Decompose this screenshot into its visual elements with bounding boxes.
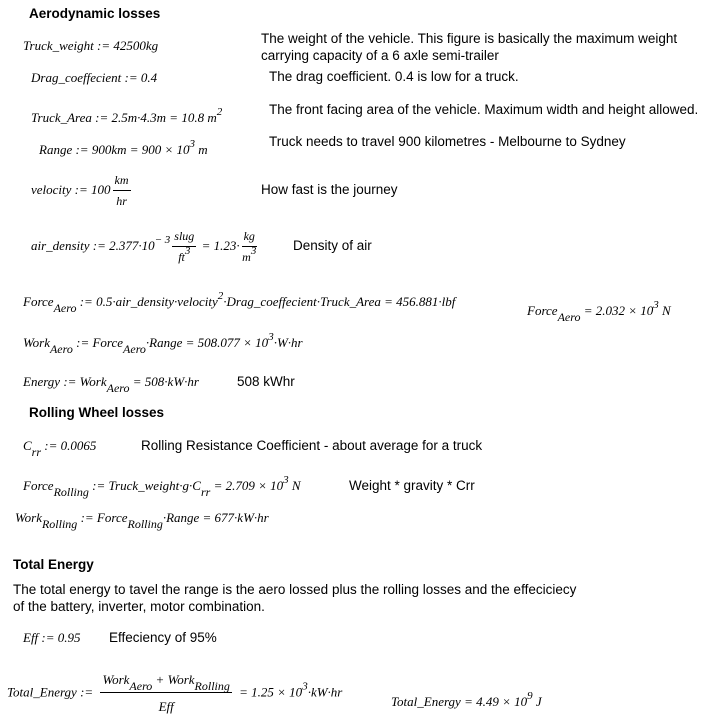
total-energy-equation[interactable] bbox=[7, 672, 342, 715]
den-base: m bbox=[242, 250, 251, 264]
exponent: 9 bbox=[527, 690, 533, 702]
expr: 0.5·air_density·velocity bbox=[96, 294, 218, 309]
assign-op: := bbox=[44, 438, 58, 453]
subscript: Aero bbox=[129, 679, 153, 693]
exponent: 3 bbox=[283, 474, 289, 486]
rhs-name: Force bbox=[92, 335, 124, 350]
drag-coefficient-equation[interactable] bbox=[31, 70, 157, 86]
force-aero-result[interactable] bbox=[527, 299, 671, 324]
value: = 4.49 × 10 bbox=[464, 694, 528, 709]
force-aero-equation[interactable] bbox=[23, 290, 456, 315]
var-name: Total_Energy bbox=[7, 684, 77, 700]
value: 0.95 bbox=[57, 630, 81, 645]
unit: N bbox=[658, 303, 671, 318]
unit-fraction-1 bbox=[172, 229, 196, 265]
work-rolling-equation[interactable] bbox=[15, 510, 269, 531]
numerator bbox=[100, 672, 231, 693]
truck-area-equation[interactable] bbox=[31, 106, 223, 126]
var-name: Energy bbox=[23, 374, 61, 389]
denominator: Eff bbox=[158, 699, 174, 714]
var-name: Truck_Area bbox=[31, 110, 92, 125]
section-title-rolling: Rolling Wheel losses bbox=[29, 405, 165, 420]
drag-note: The drag coefficient. 0.4 is low for a truck. bbox=[269, 69, 519, 84]
unit: ·kW·hr bbox=[307, 684, 343, 700]
exponent: 3 bbox=[268, 331, 274, 343]
assign-op: := bbox=[92, 478, 106, 493]
den-exponent: 3 bbox=[184, 245, 191, 257]
assign-op: := bbox=[92, 237, 106, 253]
subscript: rr bbox=[31, 445, 42, 459]
subscript: Rolling bbox=[41, 517, 78, 531]
value: 0.0065 bbox=[60, 438, 97, 453]
air-density-equation[interactable] bbox=[31, 229, 259, 265]
expr: ·Drag_coeffecient·Truck_Area = 456.881·lbf bbox=[223, 294, 456, 309]
var-name: Work bbox=[15, 510, 42, 525]
expr: ·Range = 677·kW·hr bbox=[162, 510, 269, 525]
var-name: Total_Energy bbox=[391, 694, 461, 709]
energy-equation[interactable] bbox=[23, 374, 199, 395]
var-name: Range bbox=[39, 142, 73, 157]
expr: = 2.709 × 10 bbox=[210, 478, 284, 493]
var-name: Force bbox=[23, 294, 54, 309]
desc-line: The total energy to tavel the range is the aero lossed plus the rolling losses and the effeciciecy bbox=[13, 582, 577, 597]
air-density-note: Density of air bbox=[293, 238, 372, 253]
exponent: 3 bbox=[189, 138, 196, 150]
rhs-name: Force bbox=[96, 510, 128, 525]
value: = 508·kW·hr bbox=[132, 374, 199, 389]
assign-op: := bbox=[80, 510, 94, 525]
unit-fraction bbox=[113, 173, 131, 209]
assign-op: := bbox=[79, 294, 93, 309]
unit: m bbox=[195, 142, 208, 157]
unit: N bbox=[288, 478, 301, 493]
expr: ·Range = 508.077 × 10 bbox=[145, 335, 269, 350]
var-name: Force bbox=[23, 478, 54, 493]
eff-equation[interactable] bbox=[23, 630, 81, 646]
desc-line: of the battery, inverter, motor combination. bbox=[13, 599, 265, 614]
exponent: 3 bbox=[653, 299, 659, 311]
assign-op: := bbox=[74, 181, 88, 197]
var-name: Drag_coeffecient bbox=[31, 70, 122, 85]
var-name: Force bbox=[527, 303, 558, 318]
fraction bbox=[100, 672, 231, 715]
unit-fraction-2 bbox=[242, 229, 257, 265]
assign-op: := bbox=[80, 684, 94, 700]
denominator bbox=[172, 247, 196, 265]
assign-op: := bbox=[97, 38, 111, 53]
value: = 1.25 × 10 bbox=[239, 684, 303, 700]
subscript: Aero bbox=[123, 342, 146, 356]
num-a: Work bbox=[102, 672, 130, 687]
truck-area-note: The front facing area of the vehicle. Maximum width and height allowed. bbox=[269, 102, 699, 117]
assign-op: := bbox=[41, 630, 55, 645]
force-rolling-equation[interactable] bbox=[23, 474, 301, 499]
den-base: ft bbox=[178, 250, 185, 264]
crr-note: Rolling Resistance Coefficient - about average for a truck bbox=[141, 438, 483, 453]
subscript: Rolling bbox=[127, 517, 163, 531]
unit: ·W·hr bbox=[273, 335, 303, 350]
section-title-total: Total Energy bbox=[13, 557, 94, 572]
numerator: slug bbox=[172, 229, 196, 247]
total-description bbox=[13, 581, 576, 615]
rhs-name: Work bbox=[79, 374, 107, 389]
assign-op: := bbox=[124, 70, 138, 85]
total-energy-result[interactable] bbox=[391, 690, 542, 710]
unit: J bbox=[532, 694, 542, 709]
truck-weight-note bbox=[261, 30, 677, 64]
exponent: 2 bbox=[217, 290, 224, 302]
value: 100 bbox=[91, 181, 111, 197]
exponent: − 3 bbox=[154, 233, 171, 246]
value: 2.5m·4.3m = 10.8 m bbox=[111, 110, 217, 125]
exponent: 2 bbox=[216, 106, 223, 118]
subscript: Aero bbox=[49, 342, 73, 356]
numerator: km bbox=[113, 173, 131, 191]
crr-equation[interactable] bbox=[23, 438, 97, 459]
range-note: Truck needs to travel 900 kilometres - Melbourne to Sydney bbox=[269, 134, 626, 149]
assign-op: := bbox=[63, 374, 77, 389]
truck-weight-equation[interactable] bbox=[23, 38, 158, 54]
subscript: Rolling bbox=[194, 679, 230, 693]
eff-note: Effeciency of 95% bbox=[109, 630, 217, 645]
value: 0.4 bbox=[140, 70, 158, 85]
var-name: Truck_weight bbox=[23, 38, 94, 53]
section-title-aerodynamic: Aerodynamic losses bbox=[29, 6, 161, 21]
expr: Truck_weight·g·C bbox=[108, 478, 201, 493]
exponent: 3 bbox=[302, 680, 308, 693]
result: = 1.23· bbox=[201, 237, 240, 253]
var-name: air_density bbox=[31, 237, 90, 253]
subscript: rr bbox=[200, 485, 211, 499]
plus-op: + bbox=[152, 672, 168, 687]
energy-note: 508 kWhr bbox=[237, 374, 295, 389]
var-name: Eff bbox=[23, 630, 39, 645]
coefficient: 2.377·10 bbox=[109, 237, 155, 253]
var-name: C bbox=[23, 438, 32, 453]
var-name: Work bbox=[23, 335, 50, 350]
num-b: Work bbox=[167, 672, 195, 687]
den-exponent: 3 bbox=[250, 245, 257, 257]
assign-op: := bbox=[95, 110, 109, 125]
velocity-note: How fast is the journey bbox=[261, 182, 398, 197]
force-rolling-note: Weight * gravity * Crr bbox=[349, 478, 475, 493]
velocity-equation[interactable] bbox=[31, 173, 133, 209]
range-equation[interactable] bbox=[39, 138, 208, 158]
var-name: velocity bbox=[31, 181, 72, 197]
subscript: Rolling bbox=[53, 485, 89, 499]
denominator bbox=[242, 247, 257, 265]
value: 900km = 900 × 10 bbox=[91, 142, 190, 157]
subscript: Aero bbox=[106, 381, 130, 395]
subscript: Aero bbox=[557, 310, 581, 324]
value: 42500kg bbox=[113, 38, 159, 53]
numerator: kg bbox=[242, 229, 257, 247]
work-aero-equation[interactable] bbox=[23, 331, 303, 356]
value: = 2.032 × 10 bbox=[583, 303, 654, 318]
note-line: The weight of the vehicle. This figure is basically the maximum weight bbox=[261, 31, 678, 46]
subscript: Aero bbox=[53, 301, 77, 315]
note-line: carrying capacity of a 6 axle semi-trailer bbox=[261, 48, 499, 63]
denominator: hr bbox=[116, 194, 127, 208]
assign-op: := bbox=[76, 335, 90, 350]
assign-op: := bbox=[75, 142, 89, 157]
